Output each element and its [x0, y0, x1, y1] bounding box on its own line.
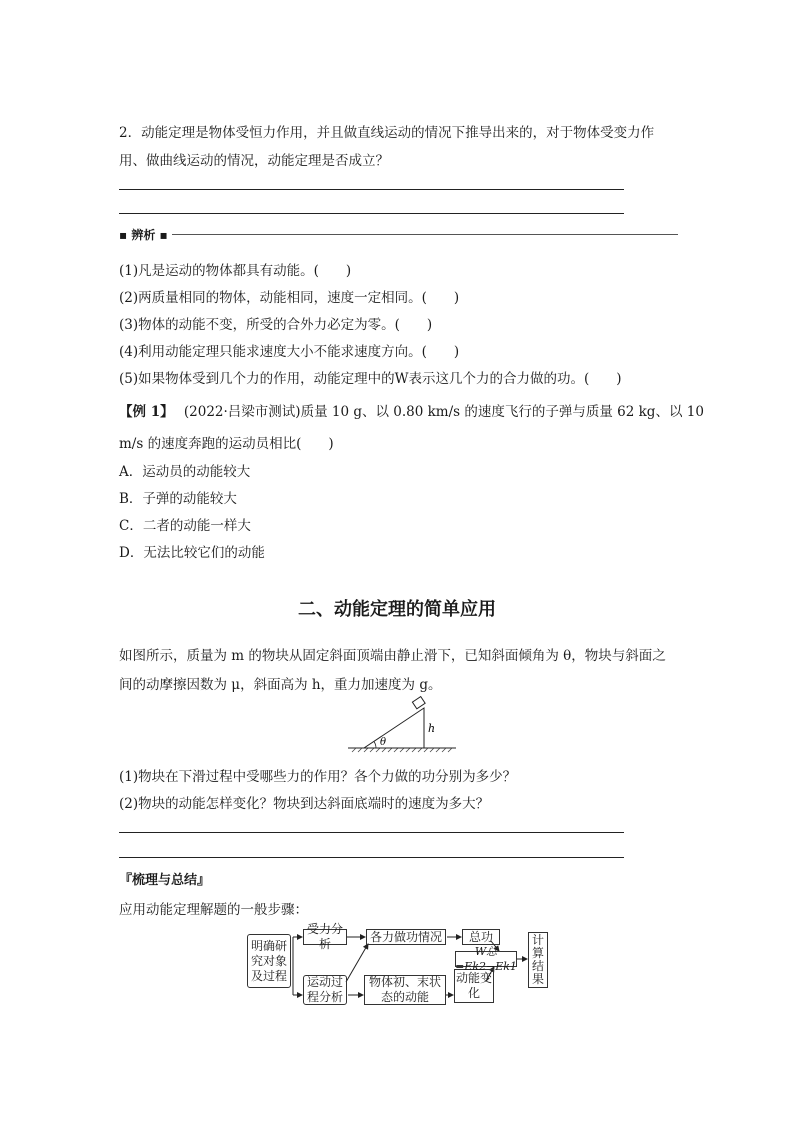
flow-total-work-box: 总功: [462, 929, 500, 945]
question-2-line-2: 用、做曲线运动的情况，动能定理是否成立？: [119, 153, 389, 169]
incline-figure: [344, 694, 460, 758]
bianxi-item: (2)两质量相同的物体，动能相同，速度一定相同。( ): [119, 290, 460, 306]
section-2-paragraph-line-1: 如图所示，质量为 m 的物块从固定斜面顶端由静止滑下，已知斜面倾角为 θ，物块与斜面之: [119, 648, 666, 664]
answer-line: [119, 857, 624, 858]
flow-motion-analysis-box: 运动过程分析: [303, 975, 347, 1005]
flow-start-box: 明确研究对象及过程: [247, 934, 291, 988]
section-2-paragraph-line-2: 间的动摩擦因数为 μ，斜面高为 h，重力加速度为 g。: [119, 677, 442, 693]
example-1-line-2: m/s 的速度奔跑的运动员相比( ): [119, 436, 334, 452]
bianxi-header: ▪ 辨析 ▪: [119, 228, 168, 242]
summary-intro: 应用动能定理解题的一般步骤：: [119, 902, 308, 918]
example-tag: 【例 1】: [119, 404, 174, 420]
answer-line: [119, 213, 624, 214]
answer-line: [119, 832, 624, 833]
flowchart: [247, 922, 551, 1007]
bianxi-item: (3)物体的动能不变，所受的合外力必定为零。( ): [119, 317, 433, 333]
flow-initial-final-box: 物体初、末状态的动能: [364, 975, 446, 1005]
flow-theorem-box: W总=Ek2−Ek1: [455, 945, 517, 973]
bianxi-item: (1)凡是运动的物体都具有动能。( ): [119, 263, 352, 279]
option-a: A．运动员的动能较大: [119, 464, 251, 480]
option-b: B．子弹的动能较大: [119, 491, 237, 507]
flow-work-box: 各力做功情况: [366, 929, 446, 945]
example-1-line-1: [119, 400, 704, 420]
section-title: 二、动能定理的简单应用: [298, 599, 496, 620]
bianxi-label: 辨析: [131, 228, 156, 242]
summary-label: 『梳理与总结』: [119, 873, 211, 888]
height-label: h: [428, 722, 436, 735]
section-divider: [172, 234, 678, 235]
flow-result-box: 计算结果: [528, 932, 548, 988]
option-d: D．无法比较它们的动能: [119, 545, 265, 561]
angle-label: θ: [380, 737, 387, 748]
bianxi-item: (4)利用动能定理只能求速度大小不能求速度方向。( ): [119, 344, 460, 360]
answer-line: [119, 189, 624, 190]
example-stem: 质量 10 g、以 0.80 km/s 的速度飞行的子弹与质量 62 kg、以 10: [300, 404, 704, 420]
option-c: C．二者的动能一样大: [119, 518, 251, 534]
section-2-question-1: (1)物块在下滑过程中受哪些力的作用？各个力做的功分别为多少？: [119, 769, 517, 785]
flow-force-analysis-box: 受力分析: [303, 929, 347, 945]
example-source: (2022·吕梁市测试): [183, 404, 301, 420]
flow-ke-change-box: 动能变化: [454, 969, 494, 1003]
question-2-line-1: 2．动能定理是物体受恒力作用，并且做直线运动的情况下推导出来的，对于物体受变力作: [119, 125, 655, 141]
bianxi-item: (5)如果物体受到几个力的作用，动能定理中的W表示这几个力的合力做的功。( ): [119, 371, 622, 387]
section-2-question-2: (2)物块的动能怎样变化？物块到达斜面底端时的速度为多大？: [119, 796, 490, 812]
